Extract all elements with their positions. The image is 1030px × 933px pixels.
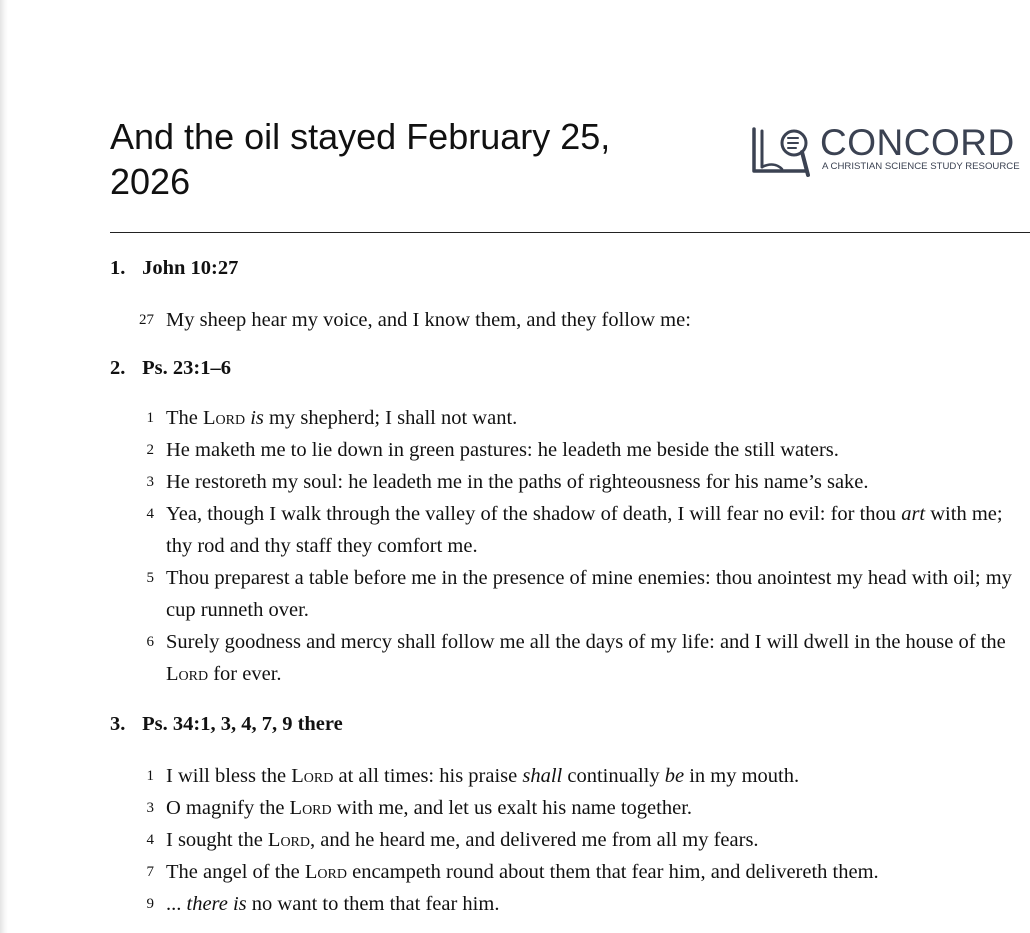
verse	[110, 434, 1030, 466]
verse-text	[166, 893, 499, 915]
text-run: my shepherd; I shall not want.	[263, 407, 518, 429]
citation-number: 3.	[110, 713, 126, 735]
text-run: , and he heard me, and delivered me from all my fears.	[310, 829, 759, 851]
verse-text	[166, 407, 517, 429]
text-run: with me; thy rod and thy staff they comfort me.	[166, 503, 1003, 557]
verse-text	[166, 829, 759, 851]
verse-list	[110, 760, 1030, 920]
verse	[110, 402, 1030, 434]
text-run: O magnify the	[166, 797, 290, 819]
citation-heading	[110, 708, 1030, 740]
verse-text	[166, 765, 799, 787]
citation-number: 2.	[110, 357, 126, 379]
citation-reference: Ps. 34:1, 3, 4, 7, 9 there	[142, 713, 343, 735]
citation-section	[110, 352, 1030, 690]
italic-word: shall	[522, 765, 563, 787]
verse	[110, 888, 1030, 920]
verse	[110, 760, 1030, 792]
citation-reference: John 10:27	[142, 257, 239, 279]
open-book-magnifier-icon	[750, 123, 816, 179]
italic-word: be	[664, 765, 685, 787]
text-run: in my mouth.	[684, 765, 800, 787]
text-run: Yea, though I walk through the valley of the shadow of death, I will fear no evil: for thou	[166, 503, 902, 525]
text-run: The	[166, 407, 203, 429]
verse-text	[166, 631, 1006, 685]
verse-number: 1	[146, 768, 154, 784]
small-caps-word: Lord	[289, 797, 332, 819]
text-run: My sheep hear my voice, and I know them, and they follow me:	[166, 309, 691, 331]
small-caps-word: Lord	[203, 407, 246, 429]
verse-text	[166, 861, 879, 883]
citation-section	[110, 708, 1030, 920]
verse	[110, 856, 1030, 888]
verse-text	[166, 309, 691, 331]
small-caps-word: Lord	[267, 829, 311, 851]
verse-number: 4	[146, 506, 154, 522]
verse-number: 9	[146, 896, 154, 912]
text-run: He maketh me to lie down in green pastures: he leadeth me beside the still waters.	[166, 439, 839, 461]
verse-number: 3	[146, 800, 154, 816]
text-run: He restoreth my soul: he leadeth me in the paths of righteousness for his name’s sake.	[166, 471, 869, 493]
citation-heading	[110, 252, 1030, 284]
verse-list	[110, 402, 1030, 690]
citation-number: 1.	[110, 257, 126, 279]
citation-reference: Ps. 23:1–6	[142, 357, 231, 379]
title-divider	[110, 232, 1030, 233]
text-run: encampeth round about them that fear him, and delivereth them.	[346, 861, 879, 883]
concord-logo[interactable]	[750, 123, 1030, 179]
verse-number: 5	[146, 570, 154, 586]
small-caps-word: Lord	[304, 861, 347, 883]
verse-number: 27	[139, 312, 154, 328]
text-run: at all times: his praise	[333, 765, 523, 787]
verse	[110, 626, 1030, 690]
verse	[110, 824, 1030, 856]
verse	[110, 792, 1030, 824]
verse-number: 7	[146, 864, 154, 880]
verse-text	[166, 471, 869, 493]
logo-tagline: A CHRISTIAN SCIENCE STUDY RESOURCE	[822, 161, 1020, 172]
verse-text	[166, 797, 692, 819]
text-run: Surely goodness and mercy shall follow me all the days of my life: and I will dwell in the house of the	[166, 631, 1006, 653]
logo-wordmark: CONCORD	[820, 122, 1015, 163]
verse-number: 4	[146, 832, 154, 848]
text-run: I sought the	[166, 829, 268, 851]
verse-text	[166, 567, 1012, 621]
verse	[110, 498, 1030, 562]
text-run: continually	[562, 765, 665, 787]
small-caps-word: Lord	[166, 663, 209, 685]
citation-section	[110, 252, 1030, 336]
verse-text	[166, 503, 1003, 557]
verse-list	[110, 304, 1030, 336]
text-run: no want to them that fear him.	[246, 893, 500, 915]
text-run: for ever.	[208, 663, 282, 685]
italic-word: there is	[186, 893, 247, 915]
verse-number: 3	[146, 474, 154, 490]
text-run: with me, and let us exalt his name together.	[331, 797, 693, 819]
text-run: The angel of the	[166, 861, 305, 883]
verse	[110, 466, 1030, 498]
page-title: And the oil stayed February 25, 2026	[110, 116, 611, 202]
verse-number: 2	[146, 442, 154, 458]
text-run: I will bless the	[166, 765, 292, 787]
text-run: ...	[166, 893, 187, 915]
italic-word: art	[901, 503, 926, 525]
text-run: Thou preparest a table before me in the presence of mine enemies: thou anointest my head with oil; my cup runneth over.	[166, 567, 1012, 621]
small-caps-word: Lord	[291, 765, 334, 787]
citations-list	[110, 252, 1030, 920]
verse	[110, 562, 1030, 626]
verse-number: 6	[146, 634, 154, 650]
verse	[110, 304, 1030, 336]
page-edge-shadow	[0, 0, 8, 933]
verse-number: 1	[146, 410, 154, 426]
verse-text	[166, 439, 839, 461]
italic-word: is	[250, 407, 264, 429]
citation-heading	[110, 352, 1030, 384]
